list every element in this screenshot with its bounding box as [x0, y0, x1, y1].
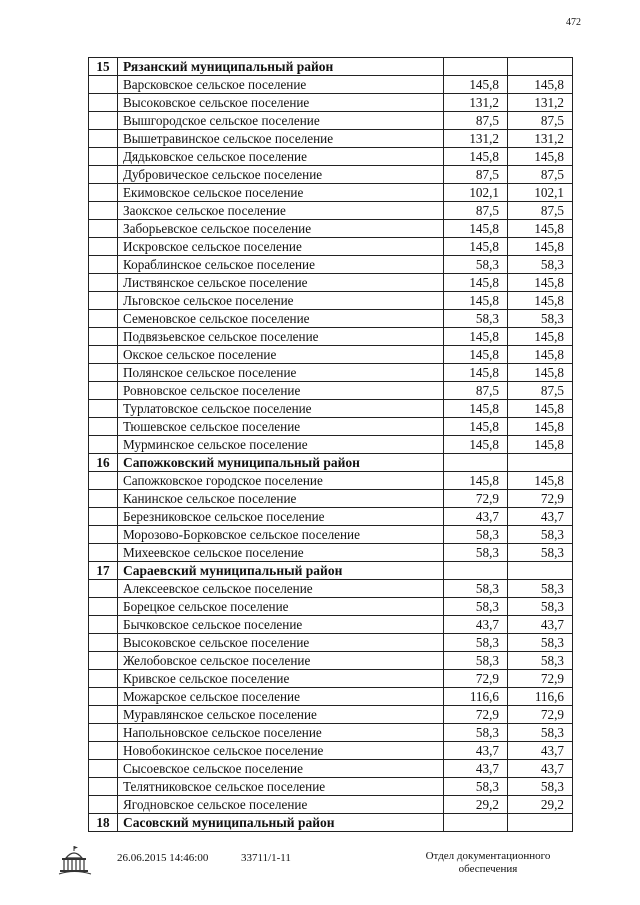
table-row	[89, 490, 573, 508]
settlement-name: Сапожковский муниципальный район	[118, 454, 444, 472]
table-row	[89, 436, 573, 454]
value-2: 87,5	[508, 202, 573, 220]
row-number: 18	[89, 814, 118, 832]
value-1: 58,3	[444, 724, 508, 742]
table-row	[89, 184, 573, 202]
settlement-name: Можарское сельское поселение	[118, 688, 444, 706]
value-2: 145,8	[508, 364, 573, 382]
row-number	[89, 706, 118, 724]
row-number	[89, 580, 118, 598]
value-2: 43,7	[508, 760, 573, 778]
settlement-name: Алексеевское сельское поселение	[118, 580, 444, 598]
value-2: 131,2	[508, 130, 573, 148]
row-number	[89, 472, 118, 490]
row-number	[89, 256, 118, 274]
district-row	[89, 58, 573, 76]
row-number	[89, 292, 118, 310]
value-1: 145,8	[444, 148, 508, 166]
table-row	[89, 76, 573, 94]
table-row	[89, 742, 573, 760]
row-number	[89, 94, 118, 112]
settlement-name: Желобовское сельское поселение	[118, 652, 444, 670]
settlement-name: Сапожковское городское поселение	[118, 472, 444, 490]
row-number	[89, 148, 118, 166]
value-1: 116,6	[444, 688, 508, 706]
value-2: 145,8	[508, 76, 573, 94]
settlement-name: Бычковское сельское поселение	[118, 616, 444, 634]
value-2: 58,3	[508, 778, 573, 796]
row-number	[89, 112, 118, 130]
value-2: 58,3	[508, 256, 573, 274]
value-2: 145,8	[508, 472, 573, 490]
settlement-name: Телятниковское сельское поселение	[118, 778, 444, 796]
value-2: 72,9	[508, 706, 573, 724]
value-1: 58,3	[444, 652, 508, 670]
settlement-name: Рязанский муниципальный район	[118, 58, 444, 76]
table-row	[89, 346, 573, 364]
value-1: 145,8	[444, 220, 508, 238]
settlement-name: Льговское сельское поселение	[118, 292, 444, 310]
table-row	[89, 238, 573, 256]
value-1: 145,8	[444, 472, 508, 490]
value-2: 58,3	[508, 598, 573, 616]
table-row	[89, 94, 573, 112]
settlement-name: Дядьковское сельское поселение	[118, 148, 444, 166]
table-row	[89, 598, 573, 616]
table-row	[89, 472, 573, 490]
value-1: 58,3	[444, 256, 508, 274]
settlement-name: Полянское сельское поселение	[118, 364, 444, 382]
settlement-name: Мурминское сельское поселение	[118, 436, 444, 454]
row-number	[89, 364, 118, 382]
row-number	[89, 166, 118, 184]
table-row	[89, 652, 573, 670]
table-row	[89, 526, 573, 544]
table-row	[89, 112, 573, 130]
settlement-name: Тюшевское сельское поселение	[118, 418, 444, 436]
value-2: 145,8	[508, 274, 573, 292]
value-2: 145,8	[508, 292, 573, 310]
table-row	[89, 166, 573, 184]
table-row	[89, 508, 573, 526]
value-1: 145,8	[444, 292, 508, 310]
settlement-name: Подвязьевское сельское поселение	[118, 328, 444, 346]
settlement-name: Высоковское сельское поселение	[118, 94, 444, 112]
row-number	[89, 778, 118, 796]
footer-dept-line2: обеспечения	[458, 863, 518, 875]
value-1	[444, 58, 508, 76]
value-1: 43,7	[444, 742, 508, 760]
value-1: 58,3	[444, 598, 508, 616]
value-2: 145,8	[508, 346, 573, 364]
parliament-building-icon	[58, 845, 92, 877]
table-row	[89, 544, 573, 562]
settlement-name: Михеевское сельское поселение	[118, 544, 444, 562]
value-1: 43,7	[444, 760, 508, 778]
value-1: 72,9	[444, 490, 508, 508]
table-row	[89, 202, 573, 220]
row-number	[89, 598, 118, 616]
settlement-name: Березниковское сельское поселение	[118, 508, 444, 526]
value-1: 43,7	[444, 616, 508, 634]
row-number	[89, 688, 118, 706]
row-number: 15	[89, 58, 118, 76]
value-2	[508, 562, 573, 580]
table-row	[89, 706, 573, 724]
row-number	[89, 490, 118, 508]
table-row	[89, 616, 573, 634]
table-row	[89, 148, 573, 166]
value-1: 72,9	[444, 706, 508, 724]
row-number	[89, 238, 118, 256]
settlement-name: Заборьевское сельское поселение	[118, 220, 444, 238]
value-2: 102,1	[508, 184, 573, 202]
budget-table	[88, 57, 573, 832]
value-1: 131,2	[444, 94, 508, 112]
row-number	[89, 508, 118, 526]
value-2: 29,2	[508, 796, 573, 814]
value-2: 145,8	[508, 220, 573, 238]
row-number	[89, 760, 118, 778]
row-number	[89, 616, 118, 634]
settlement-name: Сараевский муниципальный район	[118, 562, 444, 580]
value-1: 58,3	[444, 310, 508, 328]
row-number	[89, 76, 118, 94]
value-2: 72,9	[508, 490, 573, 508]
row-number	[89, 670, 118, 688]
settlement-name: Ровновское сельское поселение	[118, 382, 444, 400]
value-2: 87,5	[508, 166, 573, 184]
value-1: 131,2	[444, 130, 508, 148]
value-1: 58,3	[444, 580, 508, 598]
value-1	[444, 454, 508, 472]
row-number	[89, 796, 118, 814]
table-row	[89, 778, 573, 796]
value-1: 87,5	[444, 382, 508, 400]
value-2: 145,8	[508, 418, 573, 436]
value-1: 145,8	[444, 238, 508, 256]
table-row	[89, 670, 573, 688]
value-1: 145,8	[444, 346, 508, 364]
value-2: 58,3	[508, 526, 573, 544]
table-row	[89, 796, 573, 814]
value-1: 145,8	[444, 328, 508, 346]
settlement-name: Вышгородское сельское поселение	[118, 112, 444, 130]
value-1: 72,9	[444, 670, 508, 688]
row-number	[89, 652, 118, 670]
value-2: 58,3	[508, 652, 573, 670]
row-number: 17	[89, 562, 118, 580]
settlement-name: Турлатовское сельское поселение	[118, 400, 444, 418]
value-1: 43,7	[444, 508, 508, 526]
settlement-name: Напольновское сельское поселение	[118, 724, 444, 742]
settlement-name: Сысоевское сельское поселение	[118, 760, 444, 778]
value-1: 145,8	[444, 274, 508, 292]
value-2	[508, 814, 573, 832]
table-row	[89, 580, 573, 598]
settlement-name: Екимовское сельское поселение	[118, 184, 444, 202]
district-row	[89, 454, 573, 472]
table-row	[89, 760, 573, 778]
row-number	[89, 436, 118, 454]
settlement-name: Высоковское сельское поселение	[118, 634, 444, 652]
value-1: 145,8	[444, 76, 508, 94]
row-number	[89, 274, 118, 292]
row-number	[89, 418, 118, 436]
row-number	[89, 400, 118, 418]
settlement-name: Муравлянское сельское поселение	[118, 706, 444, 724]
table-row	[89, 310, 573, 328]
value-2	[508, 454, 573, 472]
value-1: 145,8	[444, 418, 508, 436]
row-number	[89, 220, 118, 238]
value-1: 58,3	[444, 634, 508, 652]
footer-doc-number: 33711/1-11	[241, 852, 291, 864]
value-1: 58,3	[444, 526, 508, 544]
value-2: 87,5	[508, 382, 573, 400]
value-1: 102,1	[444, 184, 508, 202]
table-row	[89, 256, 573, 274]
settlement-name: Искровское сельское поселение	[118, 238, 444, 256]
settlement-name: Борецкое сельское поселение	[118, 598, 444, 616]
table-row	[89, 724, 573, 742]
value-1	[444, 814, 508, 832]
settlement-name: Кривское сельское поселение	[118, 670, 444, 688]
value-1	[444, 562, 508, 580]
table-row	[89, 364, 573, 382]
table-row	[89, 328, 573, 346]
table-row	[89, 634, 573, 652]
value-1: 58,3	[444, 544, 508, 562]
value-2: 145,8	[508, 400, 573, 418]
settlement-name: Сасовский муниципальный район	[118, 814, 444, 832]
row-number	[89, 184, 118, 202]
table-row	[89, 382, 573, 400]
settlement-name: Семеновское сельское поселение	[118, 310, 444, 328]
row-number	[89, 130, 118, 148]
value-2: 131,2	[508, 94, 573, 112]
value-1: 87,5	[444, 112, 508, 130]
value-2: 145,8	[508, 328, 573, 346]
value-1: 87,5	[444, 166, 508, 184]
value-2: 72,9	[508, 670, 573, 688]
value-2: 58,3	[508, 310, 573, 328]
page-number: 472	[566, 17, 581, 28]
settlement-name: Канинское сельское поселение	[118, 490, 444, 508]
settlement-name: Новобокинское сельское поселение	[118, 742, 444, 760]
value-1: 145,8	[444, 364, 508, 382]
settlement-name: Ягодновское сельское поселение	[118, 796, 444, 814]
value-1: 145,8	[444, 436, 508, 454]
value-2	[508, 58, 573, 76]
settlement-name: Морозово-Борковское сельское поселение	[118, 526, 444, 544]
value-1: 29,2	[444, 796, 508, 814]
row-number	[89, 382, 118, 400]
value-2: 43,7	[508, 742, 573, 760]
row-number	[89, 724, 118, 742]
settlement-name: Вышетравинское сельское поселение	[118, 130, 444, 148]
value-1: 87,5	[444, 202, 508, 220]
settlement-name: Дубровическое сельское поселение	[118, 166, 444, 184]
footer-department	[398, 850, 578, 876]
settlement-name: Окское сельское поселение	[118, 346, 444, 364]
value-2: 58,3	[508, 544, 573, 562]
table-row	[89, 274, 573, 292]
district-row	[89, 562, 573, 580]
footer-dept-line1: Отдел документационного	[425, 850, 551, 862]
row-number	[89, 634, 118, 652]
value-2: 58,3	[508, 580, 573, 598]
settlement-name: Кораблинское сельское поселение	[118, 256, 444, 274]
table-row	[89, 292, 573, 310]
row-number	[89, 328, 118, 346]
row-number	[89, 742, 118, 760]
value-2: 43,7	[508, 508, 573, 526]
row-number	[89, 346, 118, 364]
value-2: 87,5	[508, 112, 573, 130]
row-number	[89, 310, 118, 328]
table-row	[89, 418, 573, 436]
settlement-name: Листвянское сельское поселение	[118, 274, 444, 292]
value-2: 43,7	[508, 616, 573, 634]
value-2: 116,6	[508, 688, 573, 706]
district-row	[89, 814, 573, 832]
table-row	[89, 220, 573, 238]
table-row	[89, 400, 573, 418]
row-number: 16	[89, 454, 118, 472]
settlement-name: Варсковское сельское поселение	[118, 76, 444, 94]
value-2: 58,3	[508, 634, 573, 652]
table-row	[89, 688, 573, 706]
row-number	[89, 202, 118, 220]
value-2: 145,8	[508, 436, 573, 454]
row-number	[89, 526, 118, 544]
row-number	[89, 544, 118, 562]
value-1: 145,8	[444, 400, 508, 418]
value-2: 145,8	[508, 238, 573, 256]
value-1: 58,3	[444, 778, 508, 796]
value-2: 58,3	[508, 724, 573, 742]
table-row	[89, 130, 573, 148]
footer-datetime: 26.06.2015 14:46:00	[117, 852, 209, 864]
settlement-name: Заокское сельское поселение	[118, 202, 444, 220]
value-2: 145,8	[508, 148, 573, 166]
